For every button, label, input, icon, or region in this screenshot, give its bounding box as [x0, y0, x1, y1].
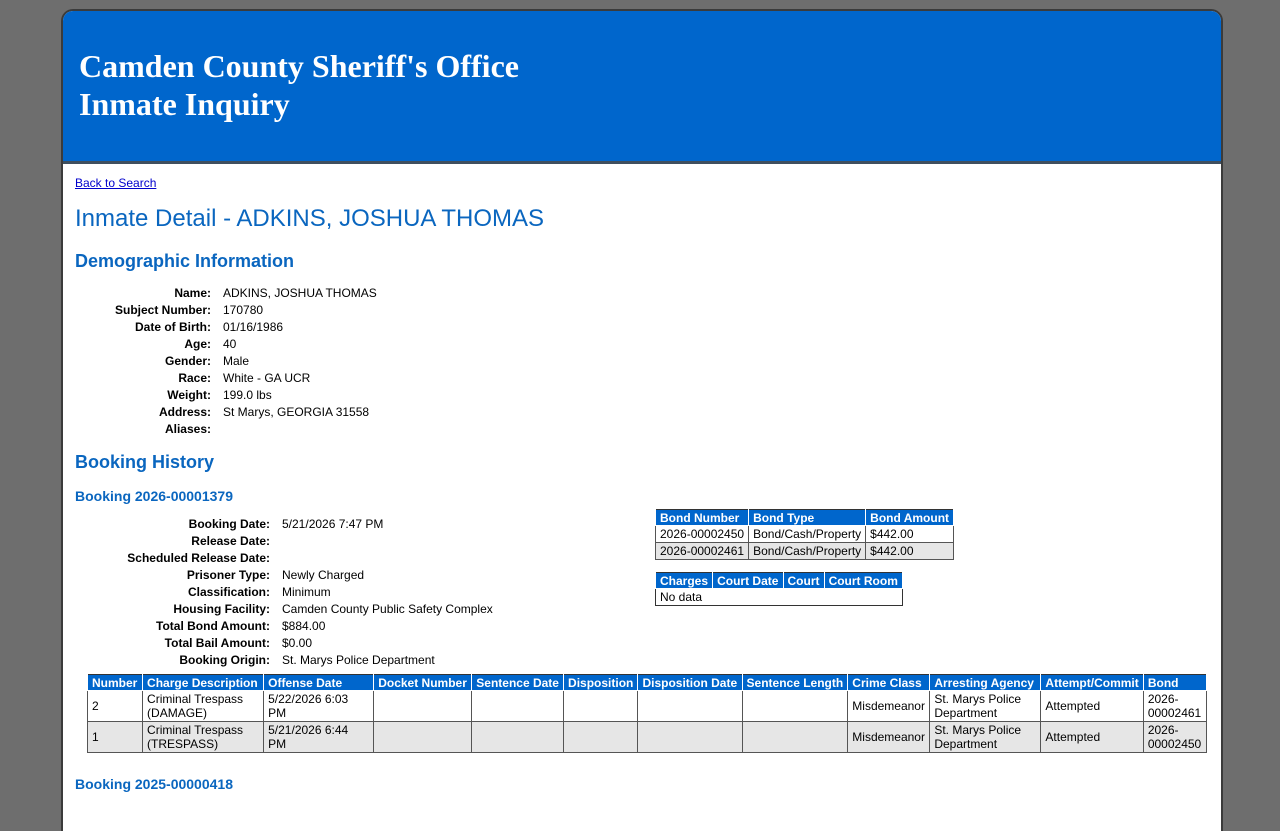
field-value: 199.0 lbs [223, 387, 272, 402]
column-header: Bond [1143, 675, 1206, 691]
table-row [656, 543, 954, 560]
table-cell: $442.00 [866, 526, 954, 543]
field-label: Release Date: [191, 533, 270, 548]
column-header: Charge Description [143, 675, 264, 691]
site-title-line2: Inmate Inquiry [79, 86, 290, 122]
page-container [61, 9, 1223, 831]
table-cell: St. Marys Police Department [930, 722, 1041, 753]
detail-row [75, 532, 493, 549]
detail-row [75, 301, 377, 318]
table-cell: 2 [88, 691, 143, 722]
site-title [79, 47, 519, 123]
court-table [655, 572, 903, 606]
detail-row [75, 403, 377, 420]
column-header: Court Room [824, 573, 902, 589]
detail-row [75, 566, 493, 583]
page-title: Inmate Detail - ADKINS, JOSHUA THOMAS [75, 205, 545, 232]
field-value: $0.00 [282, 635, 313, 650]
booking-heading: Booking 2026-00001379 [75, 488, 233, 504]
site-title-line1: Camden County Sheriff's Office [79, 48, 519, 84]
table-cell: 2026-00002461 [656, 543, 749, 560]
demographics-heading: Demographic Information [75, 251, 295, 271]
column-header: Charges [656, 573, 713, 589]
column-header: Number [88, 675, 143, 691]
table-cell: 2026-00002461 [1143, 691, 1206, 722]
table-cell [742, 691, 848, 722]
column-header: Bond Amount [866, 510, 954, 526]
field-label: Total Bond Amount: [156, 618, 270, 633]
field-label: Address: [158, 404, 211, 419]
field-label: Subject Number: [114, 302, 211, 317]
table-cell: St. Marys Police Department [930, 691, 1041, 722]
field-value: $884.00 [282, 618, 326, 633]
column-header: Crime Class [848, 675, 930, 691]
booking-heading-2: Booking 2025-00000418 [75, 776, 233, 792]
column-header: Disposition [564, 675, 638, 691]
detail-row [75, 352, 377, 369]
bond-table [655, 509, 954, 560]
table-cell [564, 722, 638, 753]
field-value: Minimum [282, 584, 331, 599]
table-row [656, 589, 903, 606]
header-banner [63, 11, 1221, 164]
booking-details-table [75, 515, 493, 668]
table-cell: 1 [88, 722, 143, 753]
field-value: 170780 [223, 302, 264, 317]
table-cell [472, 722, 564, 753]
detail-row [75, 583, 493, 600]
field-label: Race: [178, 370, 211, 385]
detail-row [75, 369, 377, 386]
table-cell: Criminal Trespass (DAMAGE) [143, 691, 264, 722]
field-label: Classification: [187, 584, 270, 599]
court-empty-text: No data [660, 590, 703, 604]
column-header: Sentence Date [472, 675, 564, 691]
detail-row [75, 420, 377, 437]
table-cell [564, 691, 638, 722]
table-row [88, 722, 1207, 753]
field-label: Gender: [164, 353, 211, 368]
field-value: 40 [223, 336, 237, 351]
field-label: Prisoner Type: [186, 567, 270, 582]
field-label: Aliases: [164, 421, 211, 436]
field-label: Booking Date: [188, 516, 270, 531]
field-label: Weight: [167, 387, 211, 402]
field-label: Housing Facility: [173, 601, 270, 616]
table-row [656, 526, 954, 543]
table-cell: Misdemeanor [848, 722, 930, 753]
column-header: Disposition Date [638, 675, 742, 691]
field-label: Total Bail Amount: [164, 635, 270, 650]
field-label: Booking Origin: [179, 652, 270, 667]
table-cell [638, 691, 742, 722]
table-row [88, 691, 1207, 722]
field-label: Age: [184, 336, 211, 351]
table-cell [742, 722, 848, 753]
field-value [282, 532, 493, 549]
table-cell [638, 722, 742, 753]
detail-row [75, 617, 493, 634]
table-cell [374, 722, 472, 753]
booking-history-heading: Booking History [75, 452, 215, 472]
detail-row [75, 335, 377, 352]
field-value: St. Marys Police Department [282, 652, 435, 667]
field-label: Scheduled Release Date: [127, 550, 270, 565]
detail-row [75, 600, 493, 617]
column-header: Court Date [713, 573, 783, 589]
field-value [282, 549, 493, 566]
field-value: Male [223, 353, 250, 368]
detail-row [75, 318, 377, 335]
column-header: Bond Type [749, 510, 866, 526]
detail-row [75, 651, 493, 668]
column-header: Docket Number [374, 675, 472, 691]
field-value: 5/21/2026 7:47 PM [282, 516, 384, 531]
field-value: 01/16/1986 [223, 319, 284, 334]
detail-row [75, 386, 377, 403]
table-cell [472, 691, 564, 722]
column-header: Bond Number [656, 510, 749, 526]
charges-table [87, 674, 1207, 753]
field-value: St Marys, GEORGIA 31558 [223, 404, 370, 419]
table-cell [374, 691, 472, 722]
table-cell: 5/21/2026 6:44 PM [264, 722, 374, 753]
detail-row [75, 284, 377, 301]
table-cell: Misdemeanor [848, 691, 930, 722]
detail-row [75, 549, 493, 566]
table-cell: Bond/Cash/Property [749, 543, 866, 560]
column-header: Attempt/Commit [1041, 675, 1143, 691]
demographics-table [75, 284, 377, 437]
table-cell: Bond/Cash/Property [749, 526, 866, 543]
detail-row [75, 515, 493, 532]
field-value: White - GA UCR [223, 370, 311, 385]
column-header: Arresting Agency [930, 675, 1041, 691]
column-header: Court [783, 573, 824, 589]
table-cell: $442.00 [866, 543, 954, 560]
table-cell: 2026-00002450 [656, 526, 749, 543]
field-value [223, 420, 377, 437]
table-cell: 5/22/2026 6:03 PM [264, 691, 374, 722]
back-to-search-link[interactable]: Back to Search [75, 176, 157, 190]
column-header: Sentence Length [742, 675, 848, 691]
field-label: Date of Birth: [135, 319, 211, 334]
field-label: Name: [174, 285, 211, 300]
table-cell: Attempted [1041, 722, 1143, 753]
table-cell: Attempted [1041, 691, 1143, 722]
field-value: Camden County Public Safety Complex [282, 601, 493, 616]
table-cell: Criminal Trespass (TRESPASS) [143, 722, 264, 753]
field-value: Newly Charged [282, 567, 365, 582]
column-header: Offense Date [264, 675, 374, 691]
table-cell: 2026-00002450 [1143, 722, 1206, 753]
field-value: ADKINS, JOSHUA THOMAS [223, 285, 377, 300]
detail-row [75, 634, 493, 651]
